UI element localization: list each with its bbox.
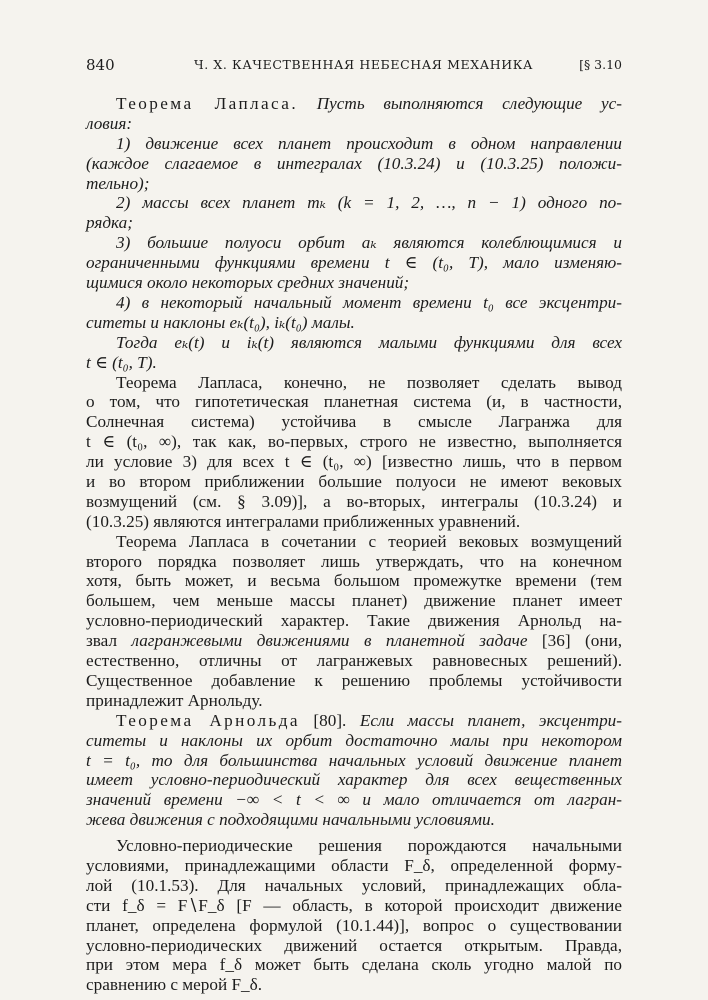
text-line: 4) в некоторый начальный момент времени t₀ все эксцентри-: [116, 292, 622, 312]
text-line: t = t₀, то для большинства начальных условий движение планет: [86, 750, 622, 770]
theorem-title: Теорема Лапласа.: [116, 94, 299, 113]
paragraph: [86, 373, 622, 532]
paragraph: [86, 836, 622, 995]
text-line: планет, определена формулой (10.1.44)], вопрос о существовании: [86, 915, 622, 935]
text-line: Условно-периодические решения порождаются начальными: [116, 836, 622, 856]
text-line: Тогда eₖ(t) и iₖ(t) являются малыми функциями для всех: [116, 332, 622, 352]
term-lagrangian-motions: лагранжевыми движениями в планетной задаче: [131, 631, 528, 651]
section-reference: [§ 3.10: [579, 57, 622, 72]
text-line: ли условие 3) для всех t ∈ (t₀, ∞) [известно лишь, что в первом: [86, 452, 622, 472]
theorem-title: Теорема Арнольда: [116, 710, 300, 730]
text-line: ситеты и наклоны их орбит достаточно малы при некотором: [86, 730, 622, 750]
laplace-theorem: [86, 94, 622, 373]
text-line: условно-периодических движений остается открытым. Правда,: [86, 935, 622, 955]
text-line: второго порядка позволяет лишь утверждать, что на конечном: [86, 551, 622, 571]
text-line: имеет условно-периодический характер для всех вещественных: [86, 770, 622, 790]
citation: [80].: [313, 710, 347, 730]
text-line: значений времени −∞ < t < ∞ и мало отличается от лагран-: [86, 790, 622, 810]
text-line: жева движения с подходящими начальными условиями.: [86, 810, 495, 830]
text-line: большем, чем меньше массы планет) движение планет имеет: [86, 591, 622, 611]
arnold-theorem: [86, 711, 622, 830]
text-line: t ∈ (t₀, T).: [86, 352, 157, 372]
text-line: сравнению с мерой F_δ.: [86, 975, 262, 995]
text-line: Теорема Арнольда [80]. Если массы планет, эксцентри-: [116, 710, 622, 730]
text-line: 1) движение всех планет происходит в одном направлении: [116, 133, 622, 153]
text-line: условиями, принадлежащими области F_δ, определенной форму-: [86, 855, 622, 875]
text-line: сти f_δ = F∖F_δ [F — область, в которой происходит движение: [86, 895, 622, 915]
page-number: 840: [86, 56, 115, 74]
text-line: звал лагранжевыми движениями в планетной задаче [36] (они,: [86, 631, 622, 651]
page-body: [86, 94, 622, 995]
text-line: щимися около некоторых средних значений;: [86, 273, 410, 293]
text-line: хотя, быть может, и весьма большом промежутке времени (тем: [86, 571, 622, 591]
text-line: возмущений (см. § 3.09)], а во-вторых, интегралы (10.3.24) и: [86, 491, 622, 511]
text-line: Теорема Лапласа в сочетании с теорией вековых возмущений: [116, 531, 622, 551]
text-line: ловия:: [86, 113, 133, 133]
text-line: Теорема Лапласа. Пусть выполняются следующие ус-: [116, 94, 622, 113]
text-line: условно-периодический характер. Такие движения Арнольд на-: [86, 611, 622, 631]
text-line: 2) массы всех планет mₖ (k = 1, 2, …, n − 1) одного по-: [116, 193, 622, 213]
text-line: при этом мера f_δ может быть сделана сколь угодно малой по: [86, 955, 622, 975]
text-line: о том, что гипотетическая планетная система (и, в частности,: [86, 392, 622, 412]
text-line: естественно, отличны от лагранжевых равновесных решений).: [86, 651, 622, 671]
page-header: [86, 56, 622, 76]
text-line: Солнечная система) устойчива в смысле Лагранжа для: [86, 412, 622, 432]
text-line: (каждое слагаемое в интегралах (10.3.24) и (10.3.25) положи-: [86, 153, 622, 173]
text-line: принадлежит Арнольду.: [86, 690, 263, 710]
text-line: лой (10.1.53). Для начальных условий, принадлежащих обла-: [86, 875, 622, 895]
text-line: ограниченными функциями времени t ∈ (t₀, T), мало изменяю-: [86, 253, 622, 273]
text-line: рядка;: [86, 213, 133, 233]
text-line: t ∈ (t₀, ∞), так как, во-первых, строго не известно, выполняется: [86, 432, 622, 452]
paragraph: [86, 532, 622, 711]
text-line: ситеты и наклоны eₖ(t₀), iₖ(t₀) малы.: [86, 312, 355, 332]
text-line: тельно);: [86, 173, 150, 193]
text-line: Существенное добавление к решению проблемы устойчивости: [86, 670, 622, 690]
text-line: (10.3.25) являются интегралами приближенных уравнений.: [86, 511, 521, 531]
running-title: Ч. X. КАЧЕСТВЕННАЯ НЕБЕСНАЯ МЕХАНИКА: [194, 57, 534, 72]
text-line: и во втором приближении большие полуоси не имеют вековых: [86, 472, 622, 492]
text-line: Теорема Лапласа, конечно, не позволяет сделать вывод: [116, 372, 622, 392]
text-line: 3) большие полуоси орбит aₖ являются колеблющимися и: [116, 233, 622, 253]
